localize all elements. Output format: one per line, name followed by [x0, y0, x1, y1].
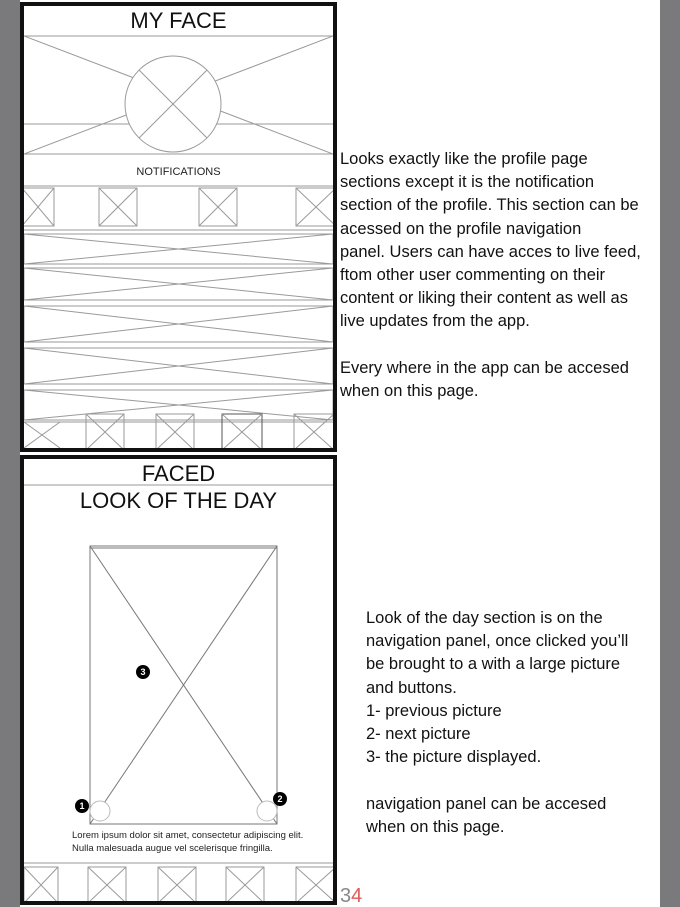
wireframe-notifications: [20, 2, 337, 452]
description-line: 1- previous picture: [366, 701, 502, 720]
document-page: [20, 0, 660, 907]
description-line: Look of the day section is on the: [366, 609, 603, 627]
description-line: section of the profile. This section can be: [340, 196, 639, 215]
description-line: when on this page.: [366, 817, 505, 836]
description-line: when on this page.: [340, 382, 479, 401]
description-line: live updates from the app.: [340, 312, 530, 331]
look-of-the-day-description: [366, 607, 656, 839]
description-line: be brought to a with a large picture: [366, 655, 621, 674]
description-line: content or liking their content as well as: [340, 289, 628, 308]
description-line: Looks exactly like the profile page: [340, 150, 588, 168]
wireframe-sketch: [24, 6, 333, 448]
notifications-description: [340, 148, 660, 403]
wireframe-subtitle: LOOK OF THE DAY: [79, 488, 278, 513]
description-line: panel. Users can have acces to live feed,: [340, 242, 641, 261]
description-line: and buttons.: [366, 678, 457, 697]
description-line: acessed on the profile navigation: [340, 219, 582, 238]
description-line: 2- next picture: [366, 725, 471, 744]
page-number-digit: 3: [340, 885, 352, 907]
next-picture-button[interactable]: 2: [273, 792, 287, 806]
notifications-label: NOTIFICATIONS: [136, 166, 221, 178]
wireframe-look-of-the-day: [20, 455, 337, 905]
description-line: ftom other user commenting on their: [340, 266, 606, 285]
wireframe-title: MY FACE: [130, 8, 227, 33]
description-line: Every where in the app can be accesed: [340, 358, 629, 377]
page-number: [340, 884, 362, 907]
wireframe-title: FACED: [141, 461, 216, 486]
description-line: sections except it is the notification: [340, 173, 595, 192]
previous-picture-button[interactable]: 1: [75, 799, 89, 813]
displayed-picture-marker: 3: [136, 665, 150, 679]
page-number-digit: 4: [351, 885, 363, 907]
picture-caption: Lorem ipsum dolor sit amet, consectetur adipiscing elit. Nulla malesuada augue vel scelerisque fringilla.: [72, 830, 304, 854]
description-line: navigation panel, once clicked you’ll: [366, 632, 629, 651]
description-line: 3- the picture displayed.: [366, 748, 542, 767]
description-line: navigation panel can be accesed: [366, 794, 607, 813]
